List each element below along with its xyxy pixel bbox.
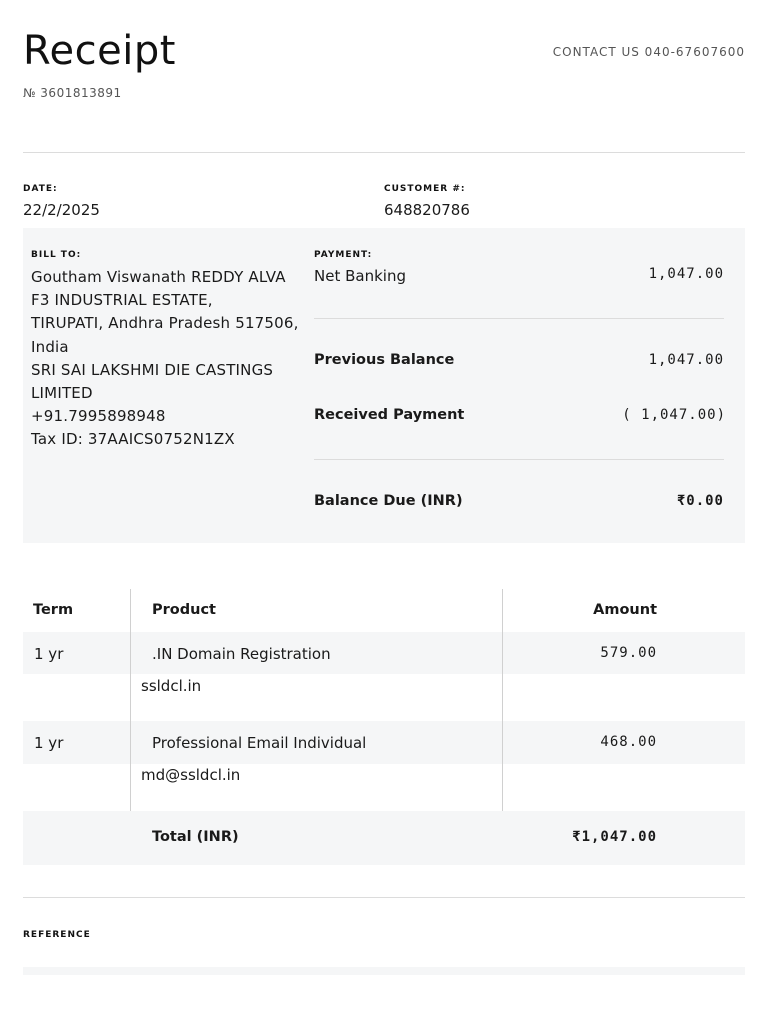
- row-product: .IN Domain Registration: [152, 645, 331, 663]
- column-divider: [130, 589, 131, 811]
- received-payment-value: ( 1,047.00): [622, 407, 726, 423]
- row-detail: ssldcl.in: [141, 677, 202, 695]
- column-header-product: Product: [152, 602, 216, 618]
- customer-value: 648820786: [384, 201, 470, 219]
- row-term: 1 yr: [34, 734, 64, 752]
- row-amount: 468.00: [600, 734, 657, 750]
- row-amount: 579.00: [600, 645, 657, 661]
- payment-method: Net Banking: [314, 267, 406, 285]
- balance-due-label: Balance Due (INR): [314, 493, 463, 509]
- divider: [314, 318, 724, 319]
- contact-info: CONTACT US 040-67607600: [552, 45, 745, 59]
- bill-to-line: Tax ID: 37AAICS0752N1ZX: [31, 430, 235, 449]
- bill-to-line: +91.7995898948: [31, 407, 166, 426]
- column-header-amount: Amount: [593, 602, 657, 618]
- row-product: Professional Email Individual: [152, 734, 367, 752]
- bill-to-line: LIMITED: [31, 384, 93, 403]
- divider: [314, 459, 724, 460]
- row-term: 1 yr: [34, 645, 64, 663]
- bill-to-line: SRI SAI LAKSHMI DIE CASTINGS: [31, 360, 274, 379]
- received-payment-label: Received Payment: [314, 407, 465, 423]
- date-value: 22/2/2025: [23, 201, 100, 219]
- column-header-term: Term: [33, 602, 74, 618]
- bill-to-line: Goutham Viswanath REDDY ALVA: [31, 268, 286, 286]
- column-divider: [502, 589, 503, 811]
- divider: [23, 897, 745, 898]
- row-detail: md@ssldcl.in: [141, 766, 241, 784]
- bill-to-line: F3 INDUSTRIAL ESTATE,: [31, 291, 213, 310]
- receipt-number: № 3601813891: [23, 86, 122, 100]
- total-value: ₹1,047.00: [572, 829, 657, 845]
- previous-balance-label: Previous Balance: [314, 352, 455, 368]
- total-label: Total (INR): [152, 829, 239, 845]
- bill-to-line: TIRUPATI, Andhra Pradesh 517506,: [31, 314, 299, 333]
- customer-label: CUSTOMER #:: [384, 184, 466, 194]
- payment-amount: 1,047.00: [648, 266, 724, 282]
- page-title: Receipt: [23, 28, 176, 74]
- bill-to-label: BILL TO:: [31, 250, 82, 260]
- reference-box: [23, 967, 745, 975]
- date-label: DATE:: [23, 184, 58, 194]
- previous-balance-value: 1,047.00: [648, 352, 724, 368]
- divider: [23, 152, 745, 153]
- bill-to-address: [31, 266, 301, 452]
- balance-due-value: ₹0.00: [676, 493, 724, 509]
- bill-to-line: India: [31, 337, 69, 356]
- payment-label: PAYMENT:: [314, 250, 373, 260]
- reference-label: REFERENCE: [23, 930, 91, 940]
